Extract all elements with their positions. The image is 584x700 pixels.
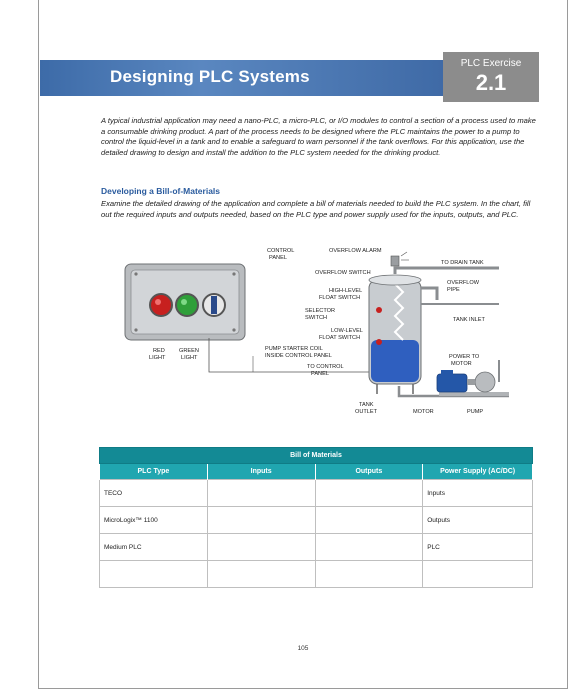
cell-power-supply[interactable] — [423, 561, 533, 588]
label-red-light: RED — [153, 348, 165, 354]
label-pump-starter-coil: PUMP STARTER COIL — [265, 346, 323, 352]
svg-text:PANEL: PANEL — [269, 255, 287, 261]
control-panel-illustration — [125, 264, 245, 340]
label-overflow-switch: OVERFLOW SWITCH — [315, 270, 371, 276]
svg-text:FLOAT SWITCH: FLOAT SWITCH — [319, 335, 361, 341]
svg-text:LIGHT: LIGHT — [149, 355, 166, 361]
cell-power-supply: PLC — [423, 534, 533, 561]
table-row — [100, 561, 533, 588]
title-banner — [40, 60, 444, 96]
overflow-alarm-icon — [391, 252, 409, 266]
tank-illustration — [369, 275, 421, 394]
table-row — [100, 507, 533, 534]
svg-text:SWITCH: SWITCH — [305, 315, 328, 321]
process-diagram — [119, 244, 509, 424]
cell-inputs[interactable] — [207, 507, 315, 534]
col-header-plc-type: PLC Type — [100, 464, 208, 480]
col-header-outputs: Outputs — [315, 464, 423, 480]
cell-plc-type[interactable] — [100, 561, 208, 588]
page — [38, 0, 568, 689]
cell-inputs[interactable] — [207, 534, 315, 561]
cell-inputs[interactable] — [207, 561, 315, 588]
svg-text:MOTOR: MOTOR — [451, 361, 472, 367]
table-row — [100, 480, 533, 507]
svg-text:PANEL: PANEL — [311, 371, 329, 377]
page-number: 105 — [297, 645, 309, 652]
table-row — [100, 534, 533, 561]
exercise-badge — [443, 52, 539, 102]
svg-text:FLOAT SWITCH: FLOAT SWITCH — [319, 295, 361, 301]
cell-plc-type: TECO — [100, 480, 208, 507]
cell-outputs[interactable] — [315, 480, 423, 507]
cell-outputs[interactable] — [315, 507, 423, 534]
label-tank-outlet: TANK — [359, 402, 374, 408]
cell-power-supply: Inputs — [423, 480, 533, 507]
label-green-light: GREEN — [179, 348, 199, 354]
motor-icon — [437, 370, 467, 392]
label-high-level-float: HIGH-LEVEL — [329, 288, 363, 294]
exercise-label: PLC Exercise — [460, 58, 522, 69]
svg-text:OUTLET: OUTLET — [355, 409, 378, 415]
cell-power-supply: Outputs — [423, 507, 533, 534]
cell-outputs[interactable] — [315, 534, 423, 561]
red-light-icon — [150, 294, 172, 316]
cell-inputs[interactable] — [207, 480, 315, 507]
label-to-drain-tank: TO DRAIN TANK — [441, 260, 484, 266]
cell-plc-type: MicroLogix™ 1100 — [100, 507, 208, 534]
cell-plc-type: Medium PLC — [100, 534, 208, 561]
svg-text:PIPE: PIPE — [447, 287, 460, 293]
cell-outputs[interactable] — [315, 561, 423, 588]
exercise-number: 2.1 — [475, 70, 507, 95]
svg-text:INSIDE CONTROL PANEL: INSIDE CONTROL PANEL — [265, 353, 332, 359]
label-overflow-pipe: OVERFLOW — [447, 280, 480, 286]
label-selector-switch: SELECTOR — [305, 308, 336, 314]
label-control-panel: CONTROL — [267, 248, 295, 254]
table-title: Bill of Materials — [100, 448, 533, 464]
col-header-inputs: Inputs — [207, 464, 315, 480]
label-tank-inlet: TANK INLET — [453, 317, 485, 323]
section-heading: Developing a Bill-of-Materials — [101, 186, 221, 196]
label-low-level-float: LOW-LEVEL — [331, 328, 363, 334]
svg-text:LIGHT: LIGHT — [181, 355, 198, 361]
intro-paragraph: A typical industrial application may need a nano-PLC, a micro-PLC, or I/O modules to control a section of a process used to make a consumable drinking product. A part of the process needs to be designed where the PLC maintains the power to a pump to control the liquid-level in a tank and to enable a safeguard to warn personnel if the tank overflows. For this application, use the detailed drawing to design and install the addition to the PLC system needed for the drinking product. — [101, 116, 536, 157]
pump-icon — [467, 360, 499, 392]
bill-of-materials-table — [99, 447, 533, 588]
page-title: Designing PLC Systems — [110, 67, 310, 86]
label-power-to-motor: POWER TO — [449, 354, 480, 360]
section-paragraph: Examine the detailed drawing of the application and complete a bill of materials needed to build the PLC system. In the chart, fill out the required inputs and outputs needed, based on the PLC type and power supply used for the inputs, outputs, and PLC. — [101, 199, 531, 219]
label-overflow-alarm: OVERFLOW ALARM — [329, 248, 382, 254]
label-to-control-panel: TO CONTROL — [307, 364, 344, 370]
label-motor: MOTOR — [413, 409, 434, 415]
green-light-icon — [176, 294, 198, 316]
label-pump: PUMP — [467, 409, 484, 415]
col-header-power-supply: Power Supply (AC/DC) — [423, 464, 533, 480]
